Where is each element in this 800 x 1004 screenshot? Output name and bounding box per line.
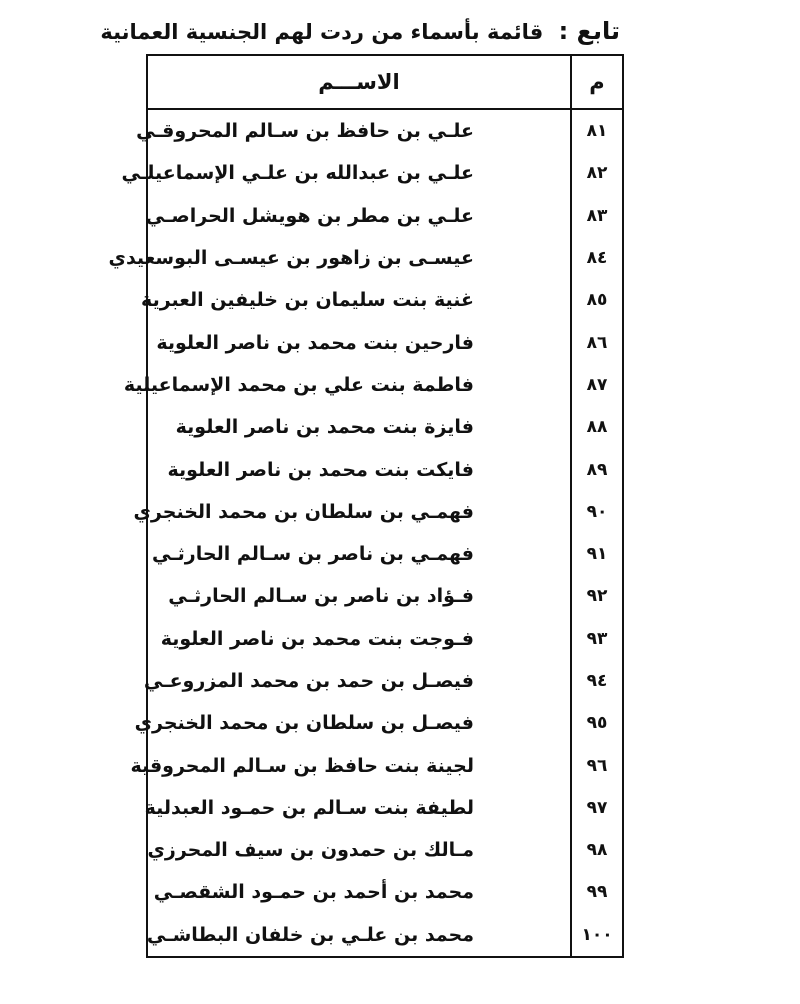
row-number: ٩٢ <box>570 575 622 617</box>
table-row <box>141 279 622 321</box>
row-name: فـؤاد بن ناصر بن سـالم الحارثـي <box>168 585 474 608</box>
table-row <box>148 914 622 956</box>
row-name: مـالك بن حمدون بن سيف المحرزي <box>147 839 474 862</box>
row-number: ٨١ <box>570 110 622 152</box>
row-name: علـي بن حافظ بن سـالم المحروقـي <box>136 120 474 143</box>
table-row <box>121 152 622 194</box>
row-number: ٩١ <box>570 533 622 575</box>
heading-prefix: تابع : <box>558 17 620 45</box>
row-name: فاطمة بنت علي بن محمد الإسماعيلية <box>123 373 474 396</box>
table-row <box>148 575 622 617</box>
row-name: محمد بن علـي بن خلفان البطاشـي <box>146 923 474 946</box>
table-row <box>148 618 622 660</box>
table-row <box>130 744 622 786</box>
row-name: فيصـل بن حمد بن محمد المزروعـي <box>143 670 474 692</box>
row-name: لجينة بنت حافظ بن سـالم المحروقية <box>130 754 474 777</box>
row-name: عيسـى بن زاهور بن عيسـى البوسعيدي <box>108 247 474 270</box>
header-name: الاســـم <box>318 70 400 94</box>
table-row <box>148 871 622 913</box>
row-number: ٨٦ <box>570 321 622 363</box>
row-name: فايزة بنت محمد بن ناصر العلوية <box>175 416 474 439</box>
row-name: فـوجت بنت محمد بن ناصر العلوية <box>160 627 474 650</box>
row-name: فايكت بنت محمد بن ناصر العلوية <box>167 458 474 481</box>
row-number: ٩٨ <box>570 829 622 871</box>
row-name: محمد بن أحمد بن حمـود الشقصـي <box>153 881 474 904</box>
row-number: ٨٨ <box>570 406 622 448</box>
table-row <box>145 195 622 237</box>
row-number: ٨٢ <box>570 152 622 194</box>
table-row <box>134 702 622 744</box>
table-body <box>108 110 622 956</box>
table-row <box>136 110 622 152</box>
row-number: ٨٧ <box>570 364 622 406</box>
table-header-row <box>148 56 622 110</box>
row-number: ٨٤ <box>570 237 622 279</box>
row-name: فارحين بنت محمد بن ناصر العلوية <box>156 331 474 354</box>
page-heading <box>100 14 620 48</box>
row-number: ٩٠ <box>570 491 622 533</box>
row-name: غنية بنت سليمان بن خليفين العبرية <box>141 289 474 312</box>
row-number: ٩٧ <box>570 787 622 829</box>
row-number: ٩٩ <box>570 871 622 913</box>
row-name: فهمـي بن سلطان بن محمد الخنجري <box>133 500 474 523</box>
table-row <box>108 237 622 279</box>
table-row <box>133 491 622 533</box>
table-row <box>148 448 622 490</box>
table-row <box>148 321 622 363</box>
row-name: علـي بن عبدالله بن علـي الإسماعيلـي <box>121 162 474 185</box>
table-row <box>148 533 622 575</box>
row-number: ٩٣ <box>570 618 622 660</box>
row-number: ٨٥ <box>570 279 622 321</box>
table-row <box>148 829 622 871</box>
row-name: فهمـي بن ناصر بن سـالم الحارثـي <box>151 543 474 566</box>
row-number: ٩٤ <box>570 660 622 702</box>
row-name: علـي بن مطر بن هويشل الحراصـي <box>145 204 474 227</box>
row-number: ٨٣ <box>570 195 622 237</box>
table-row <box>123 364 622 406</box>
header-number: م <box>570 56 622 108</box>
table-row <box>143 660 622 702</box>
row-name: لطيفة بنت سـالم بن حمـود العبدلية <box>144 796 474 819</box>
row-number: ٨٩ <box>570 448 622 490</box>
row-number: ٩٦ <box>570 744 622 786</box>
names-table <box>108 54 624 958</box>
heading-text: قائمة بأسماء من ردت لهم الجنسية العمانية <box>100 20 544 44</box>
row-number: ١٠٠ <box>570 914 622 956</box>
table-row <box>148 406 622 448</box>
row-name: فيصـل بن سلطان بن محمد الخنجري <box>134 712 474 735</box>
table-row <box>144 787 622 829</box>
row-number: ٩٥ <box>570 702 622 744</box>
